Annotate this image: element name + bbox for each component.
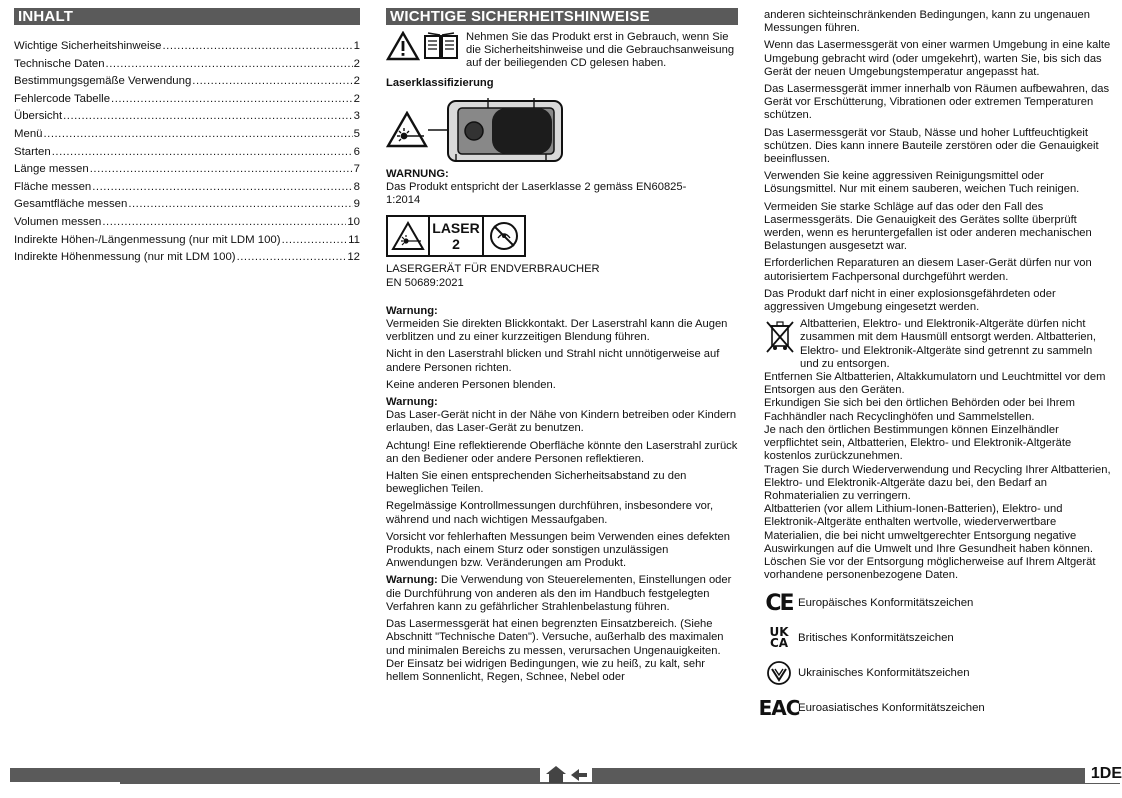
toc-entry-page: 8 [353, 180, 360, 193]
safety-paragraph: Regelmässige Kontrollmessungen durchführen, insbesondere vor, während und nach wichtigen Messaufgaben. [386, 500, 714, 526]
no-stare-box [482, 215, 526, 257]
laser-label-class: 2 [452, 236, 460, 253]
footer-bar-right [592, 768, 1122, 782]
warning-text-1: Das Produkt entspricht der Laserklasse 2 gemäss EN60825-1:2014 [386, 181, 687, 207]
toc-entry-page: 2 [353, 92, 360, 105]
toc-entry[interactable] [14, 126, 360, 144]
toc-entry-label: Indirekte Höhenmessung (nur mit LDM 100) [14, 251, 236, 264]
toc-entry[interactable] [14, 108, 360, 126]
toc-entry-page: 10 [347, 215, 360, 228]
warning-heading-3: Warnung: [386, 396, 438, 409]
toc-entry-label: Fehlercode Tabelle [14, 92, 111, 105]
toc-leader-dots [111, 91, 353, 109]
safety-paragraph: Je nach den örtlichen Bestimmungen können Einzelhändler verpflichtet sein, Altbatterien, Elektro- und Elektronik-Altgeräte kostenlos zurückzunehmen. [764, 423, 1072, 463]
toc-leader-dots [52, 144, 353, 162]
intro-block [386, 31, 738, 71]
ukca-mark-icon [764, 625, 794, 651]
laser-class-text [428, 215, 484, 257]
ukca-mark-bottom: CA [769, 636, 789, 651]
laser-hazard-box [386, 215, 430, 257]
toc-entry-label: Starten [14, 145, 51, 158]
toc-entry-label: Indirekte Höhen-/Längenmessung (nur mit LDM 100) [14, 233, 281, 246]
laser-class-label [386, 215, 738, 257]
safety-paragraph: Keine anderen Personen blenden. [386, 378, 556, 391]
contents-heading: INHALT [14, 8, 360, 25]
toc-entry-page: 9 [353, 198, 360, 211]
safety-paragraph: anderen sichteinschränkenden Bedingungen, kann zu ungenauen Messungen führen. [764, 9, 1090, 35]
toc-entry[interactable] [14, 38, 360, 56]
safety-paragraph [386, 574, 738, 614]
toc-entry[interactable] [14, 161, 360, 179]
ce-mark-icon [764, 590, 794, 616]
warning-triangle-icon [386, 31, 420, 61]
ukca-row [764, 625, 1114, 651]
toc-leader-dots [128, 196, 352, 214]
toc-entry[interactable] [14, 249, 360, 267]
toc-entry[interactable] [14, 91, 360, 109]
intro-text: Nehmen Sie das Produkt erst in Gebrauch, wenn Sie die Sicherheitshinweise und die Gebrauchsanweisung auf der beiliegenden CD gelesen haben. [466, 31, 735, 70]
manual-book-icon [422, 31, 460, 61]
warning-heading-2: Warnung: [386, 304, 438, 317]
toc-entry-label: Fläche messen [14, 180, 92, 193]
ce-label: Europäisches Konformitätszeichen [798, 597, 974, 610]
toc-entry[interactable] [14, 179, 360, 197]
safety-paragraph: Das Lasermessgerät hat einen begrenzten Einsatzbereich. (Siehe Abschnitt "Technische Daten"). Versuche, außerhalb des maximalen und minimalen Bereichs zu messen, verursachen Ungenauigkeiten. Der Einsatz bei widrigen Bedingungen, wie zu heiß, zu kalt, sehr hellem Sonnenlicht, Regen, Schnee, Nebel oder [386, 618, 724, 683]
safety-paragraph: Erforderlichen Reparaturen an diesem Laser-Gerät dürfen nur von autorisiertem Fachpersonal durchgeführt werden. [764, 257, 1092, 283]
no-direct-view-icon [488, 220, 520, 252]
toc-entry-label: Bestimmungsgemäße Verwendung [14, 75, 192, 88]
toc-entry[interactable] [14, 232, 360, 250]
toc-leader-dots [163, 38, 353, 56]
toc-entry[interactable] [14, 196, 360, 214]
ce-mark-text: CE [765, 590, 793, 616]
table-of-contents [14, 38, 360, 267]
contents-column [14, 8, 360, 267]
safety-paragraph: Halten Sie einen entsprechenden Sicherheitsabstand zu den beweglichen Teilen. [386, 470, 687, 496]
eac-row [758, 695, 1114, 721]
eac-mark-text: EAC [758, 696, 800, 721]
toc-entry-label: Übersicht [14, 110, 63, 123]
safety-paragraph: Entfernen Sie Altbatterien, Altakkumulatorn und Leuchtmittel vor dem Entsorgen aus den Geräten. [764, 371, 1106, 397]
ukca-label: Britisches Konformitätszeichen [798, 632, 954, 645]
device-illustration [428, 96, 564, 164]
footer-bar-left [10, 768, 540, 782]
home-back-nav[interactable] [544, 765, 590, 785]
crossed-bin-icon [764, 318, 796, 354]
footer-rule [120, 782, 1120, 784]
weee-text: Altbatterien, Elektro- und Elektronik-Altgeräte dürfen nicht zusammen mit dem Hausmüll entsorgt werden. Altbatterien, Elektro- und Elektronik-Altgeräte sind getrennt zu sammeln und zu entsorgen. [800, 318, 1096, 370]
safety-heading: WICHTIGE SICHERHEITSHINWEISE [386, 8, 738, 25]
consumer-line-1: LASERGERÄT FÜR ENDVERBRAUCHER [386, 263, 600, 276]
safety-paragraph: Nicht in den Laserstrahl blicken und Strahl nicht unnötigerweise auf andere Personen richten. [386, 348, 720, 374]
toc-entry-page: 7 [353, 163, 360, 176]
toc-entry-label: Volumen messen [14, 215, 102, 228]
weee-block [764, 318, 1114, 371]
laser-hazard-icon [391, 221, 425, 251]
toc-entry-label: Technische Daten [14, 57, 105, 70]
toc-entry-label: Gesamtfläche messen [14, 198, 128, 211]
toc-entry-page: 6 [353, 145, 360, 158]
ua-row [764, 660, 1114, 686]
ukca-mark-top: UK [769, 625, 789, 640]
safety-paragraph: Tragen Sie durch Wiederverwendung und Recycling Ihrer Altbatterien, Elektro- und Elektronik-Altgeräte dazu bei, den Bedarf an Rohmaterialien zu verringern. [764, 463, 1111, 502]
page-footer [10, 765, 1122, 786]
safety-paragraph: Das Laser-Gerät nicht in der Nähe von Kindern betreiben oder Kindern erlauben, das Laser-Gerät zu benutzen. [386, 409, 737, 435]
laser-warning-icon [386, 111, 428, 149]
eac-mark-icon [758, 695, 800, 721]
toc-leader-dots [237, 249, 347, 267]
toc-entry-page: 3 [353, 110, 360, 123]
ce-row [764, 590, 1114, 616]
toc-entry-page: 2 [353, 75, 360, 88]
safety-paragraph: Das Lasermessgerät vor Staub, Nässe und hoher Luftfeuchtigkeit schützen. Dies kann innere Bauteile zerstören oder die Genauigkeit beeinflussen. [764, 126, 1099, 166]
safety-paragraph: Vorsicht vor fehlerhaften Messungen beim Verwenden eines defekten Produkts, nach einem Sturz oder sonstigen unzulässigen Anwendungen bzw. Veränderungen am Produkt. [386, 530, 730, 570]
toc-entry-label: Wichtige Sicherheitshinweise [14, 40, 162, 52]
laser-figure [386, 96, 738, 164]
toc-leader-dots [282, 232, 348, 250]
toc-leader-dots [90, 161, 353, 179]
toc-leader-dots [92, 179, 352, 197]
toc-leader-dots [192, 73, 352, 91]
toc-entry[interactable] [14, 144, 360, 162]
page-number: 1DE [1085, 765, 1122, 783]
safety-paragraph: Vermeiden Sie starke Schläge auf das oder den Fall des Lasermessgeräts. Die Genauigkeit des Gerätes sollte überprüft werden, wenn es heruntergefallen ist oder anderen mechanischen Belastungen ausgesetzt war. [764, 200, 1092, 253]
safety-paragraph: Löschen Sie vor der Entsorgung möglicherweise auf Ihrem Altgerät vorhandene personenbezogene Daten. [764, 555, 1096, 582]
toc-leader-dots [44, 126, 353, 144]
safety-paragraph: Vermeiden Sie direkten Blickkontakt. Der Laserstrahl kann die Augen verblitzen und zu einer kurzzeitigen Blendung führen. [386, 318, 728, 344]
ukrsepro-mark-icon [764, 660, 794, 686]
warning-inline-text: Die Verwendung von Steuerelementen, Einstellungen oder die Durchführung von anderen als den im Handbuch festgelegten Verfahren kann zu gefährlicher Strahlenbelastung führen. [386, 574, 732, 613]
eac-label: Euroasiatisches Konformitätszeichen [798, 702, 985, 715]
toc-leader-dots [63, 108, 353, 126]
toc-leader-dots [102, 214, 346, 232]
safety-paragraph: Das Produkt darf nicht in einer explosionsgefährdeten oder aggressiven Umgebung eingesetzt werden. [764, 287, 1056, 314]
laser-label-word: LASER [432, 220, 480, 237]
toc-entry[interactable] [14, 73, 360, 91]
home-back-icon[interactable] [545, 765, 589, 785]
consumer-line-2: EN 50689:2021 [386, 276, 464, 289]
toc-leader-dots [106, 56, 353, 74]
safety-paragraph: Das Lasermessgerät immer innerhalb von Räumen aufbewahren, das Gerät vor Erschütterung, Vibrationen oder extremen Temperaturen schützen. [764, 83, 1110, 122]
toc-entry-page: 5 [353, 127, 360, 140]
safety-paragraph: Wenn das Lasermessgerät von einer warmen Umgebung in eine kalte Umgebung gebracht wird (oder umgekehrt), warten Sie, bis sich das Gerät der neuen Umgebungstemperatur angepasst hat. [764, 39, 1111, 78]
ua-label: Ukrainisches Konformitätszeichen [798, 667, 970, 680]
safety-paragraph: Altbatterien (vor allem Lithium-Ionen-Batterien), Elektro- und Elektronik-Altgeräte enthalten wertvolle, wiederverwertbare Materialien, die bei nicht umweltgerechter Entsorgung negative Auswirkungen auf die Umwelt und Ihre Gesundheit haben können. [764, 503, 1093, 555]
toc-entry-page: 11 [348, 233, 360, 246]
toc-entry-page: 2 [353, 57, 360, 70]
safety-continued-column [758, 9, 1114, 730]
warning-inline-label: Warnung: [386, 574, 438, 587]
safety-column [386, 8, 738, 688]
safety-paragraph: Verwenden Sie keine aggressiven Reinigungsmittel oder Lösungsmittel. Nur mit einem sauberen, weichen Tuch reinigen. [764, 170, 1080, 196]
safety-paragraph: Achtung! Eine reflektierende Oberfläche könnte den Laserstrahl zurück an den Bediener oder andere Personen reflektieren. [386, 439, 738, 465]
laser-class-heading: Laserklassifizierung [386, 76, 494, 89]
safety-paragraph: Erkundigen Sie sich bei den örtlichen Behörden oder bei Ihrem Fachhändler nach Recyclinghöfen und Sammelstellen. [764, 397, 1075, 423]
warning-heading-1: WARNUNG: [386, 167, 449, 180]
toc-entry[interactable] [14, 56, 360, 74]
toc-entry-label: Menü [14, 127, 43, 140]
toc-entry-label: Länge messen [14, 163, 89, 176]
toc-entry-page: 1 [353, 40, 360, 52]
toc-entry-page: 12 [347, 251, 360, 264]
toc-entry[interactable] [14, 214, 360, 232]
